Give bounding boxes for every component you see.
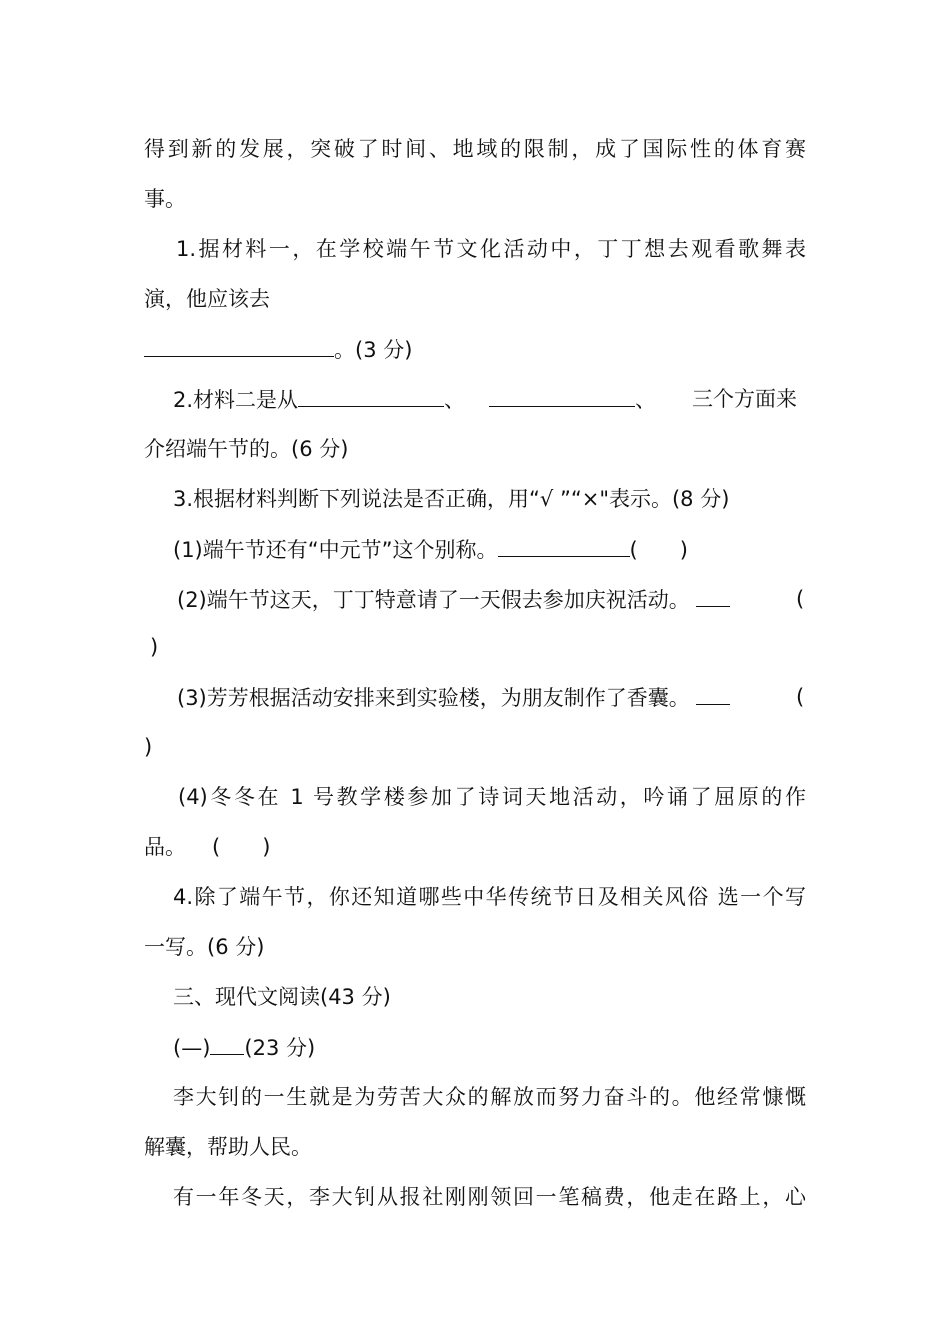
score-label: (23 分) (244, 1036, 316, 1060)
judgement-parentheses[interactable]: ( ) (629, 538, 688, 562)
paragraph-line: 解囊，帮助人民。 (144, 1135, 312, 1159)
question-1-line: 演，他应该去 (144, 287, 270, 311)
judgement-paren-open[interactable]: ( (796, 685, 805, 709)
answer-blank[interactable] (298, 384, 444, 407)
score-label: 。(3 分) (334, 338, 413, 362)
question-4-line: 一写。(6 分) (144, 935, 265, 959)
title-blank[interactable] (210, 1032, 244, 1055)
question-3-item-2 (177, 584, 730, 615)
question-4-line: 4.除了端午节，你还知道哪些中华传统节日及相关风俗 选一个写 (173, 885, 806, 909)
section-heading: 三、现代文阅读(43 分) (173, 985, 391, 1009)
question-2-line: 介绍端午节的。(6 分) (144, 437, 349, 461)
judgement-paren-close[interactable]: ) (144, 735, 153, 759)
statement-text: (1)端午节还有“中元节”这个别称。 (173, 538, 498, 562)
paragraph-line: 李大钊的一生就是为劳苦大众的解放而努力奋斗的。他经常慷慨 (173, 1085, 806, 1109)
judgement-paren-close[interactable]: ) (150, 635, 159, 659)
paragraph-line: 有一年冬天，李大钊从报社刚刚领回一笔稿费，他走在路上，心 (173, 1185, 806, 1209)
judgement-parentheses[interactable]: ( ) (212, 835, 271, 859)
subsection-number: (—) (173, 1036, 211, 1060)
question-3-item-3 (177, 682, 730, 713)
statement-text: 品。 (144, 835, 186, 859)
question-1-answer-line (144, 334, 412, 365)
separator: 、 (635, 388, 657, 412)
question-3-item-4-end (144, 832, 270, 862)
judgement-paren-open[interactable]: ( (796, 587, 805, 611)
answer-blank[interactable] (696, 584, 730, 607)
question-3-item-1 (173, 534, 688, 565)
question-3-item-4: (4)冬冬在 1 号教学楼参加了诗词天地活动，吟诵了屈原的作 (178, 785, 806, 809)
answer-blank[interactable] (489, 384, 635, 407)
statement-text: (3)芳芳根据活动安排来到实验楼，为朋友制作了香囊。 (177, 686, 690, 710)
separator: 、 (444, 388, 466, 412)
answer-blank[interactable] (696, 682, 730, 705)
answer-blank[interactable] (144, 334, 334, 357)
statement-text: (2)端午节这天，丁丁特意请了一天假去参加庆祝活动。 (177, 588, 690, 612)
question-3-prompt: 3.根据材料判断下列说法是否正确，用“√ ”“×"表示。(8 分) (173, 487, 730, 511)
answer-blank[interactable] (498, 534, 630, 557)
text-line: 得到新的发展，突破了时间、地域的限制，成了国际性的体育赛 (144, 137, 806, 161)
text-line: 事。 (144, 187, 186, 211)
subsection-heading (173, 1032, 315, 1063)
question-1-line: 1.据材料一，在学校端午节文化活动中，丁丁想去观看歌舞表 (176, 237, 806, 261)
question-2-line-end: 三个方面来 (692, 387, 797, 411)
question-2-line (173, 384, 656, 415)
question-2-prompt: 2.材料二是从 (173, 388, 299, 412)
